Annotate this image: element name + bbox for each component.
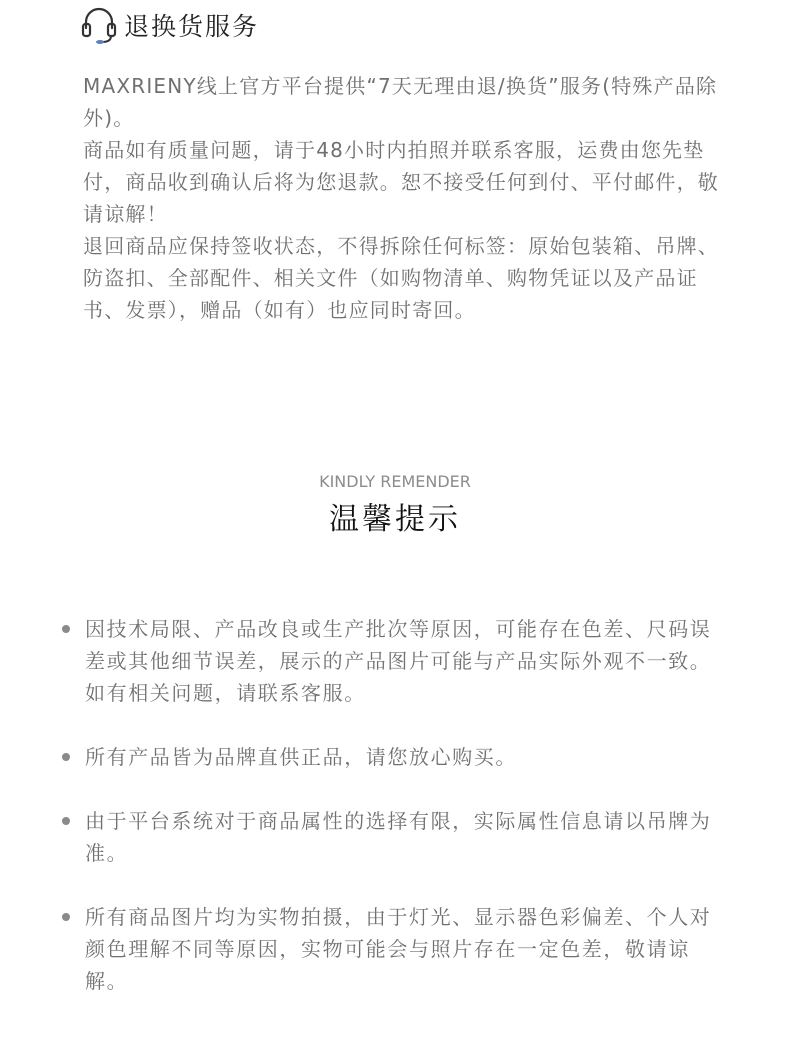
reminder-header bbox=[0, 470, 790, 540]
tip-text: 所有产品皆为品牌直供正品，请您放心购买。 bbox=[85, 745, 517, 769]
reminder-title-cn: 温馨提示 bbox=[329, 502, 461, 537]
section-header bbox=[80, 5, 259, 45]
tip-item bbox=[60, 901, 720, 997]
tip-text: 所有商品图片均为实物拍摄，由于灯光、显示器色彩偏差、个人对颜色理解不同等原因，实物可能会与照片存在一定色差，敬请谅解。 bbox=[85, 905, 712, 993]
section-title: 退换货服务 bbox=[124, 12, 260, 41]
bullet-dot-icon bbox=[62, 625, 70, 633]
policy-paragraph: 退回商品应保持签收状态，不得拆除任何标签：原始包装箱、吊牌、防盗扣、全部配件、相关文件（如购物清单、购物凭证以及产品证书、发票），赠品（如有）也应同时寄回。 bbox=[83, 234, 719, 322]
return-policy bbox=[83, 70, 723, 326]
tip-text: 因技术局限、产品改良或生产批次等原因，可能存在色差、尺码误差或其他细节误差，展示的产品图片可能与产品实际外观不一致。如有相关问题，请联系客服。 bbox=[85, 617, 712, 705]
tip-item bbox=[60, 805, 720, 869]
policy-paragraph: MAXRIENY线上官方平台提供“7天无理由退/换货”服务(特殊产品除外)。 bbox=[83, 74, 718, 130]
policy-paragraph: 商品如有质量问题，请于48小时内拍照并联系客服，运费由您先垫付，商品收到确认后将为您退款。恕不接受任何到付、平付邮件，敬请谅解！ bbox=[83, 138, 719, 226]
tip-item bbox=[60, 741, 720, 773]
tip-text: 由于平台系统对于商品属性的选择有限，实际属性信息请以吊牌为准。 bbox=[85, 809, 712, 865]
bullet-dot-icon bbox=[62, 913, 70, 921]
headset-icon bbox=[80, 6, 118, 44]
bullet-dot-icon bbox=[62, 753, 70, 761]
tip-item bbox=[60, 613, 720, 709]
tips-list bbox=[60, 613, 720, 997]
reminder-title-en: KINDLY REMENDER bbox=[319, 472, 471, 491]
bullet-dot-icon bbox=[62, 817, 70, 825]
